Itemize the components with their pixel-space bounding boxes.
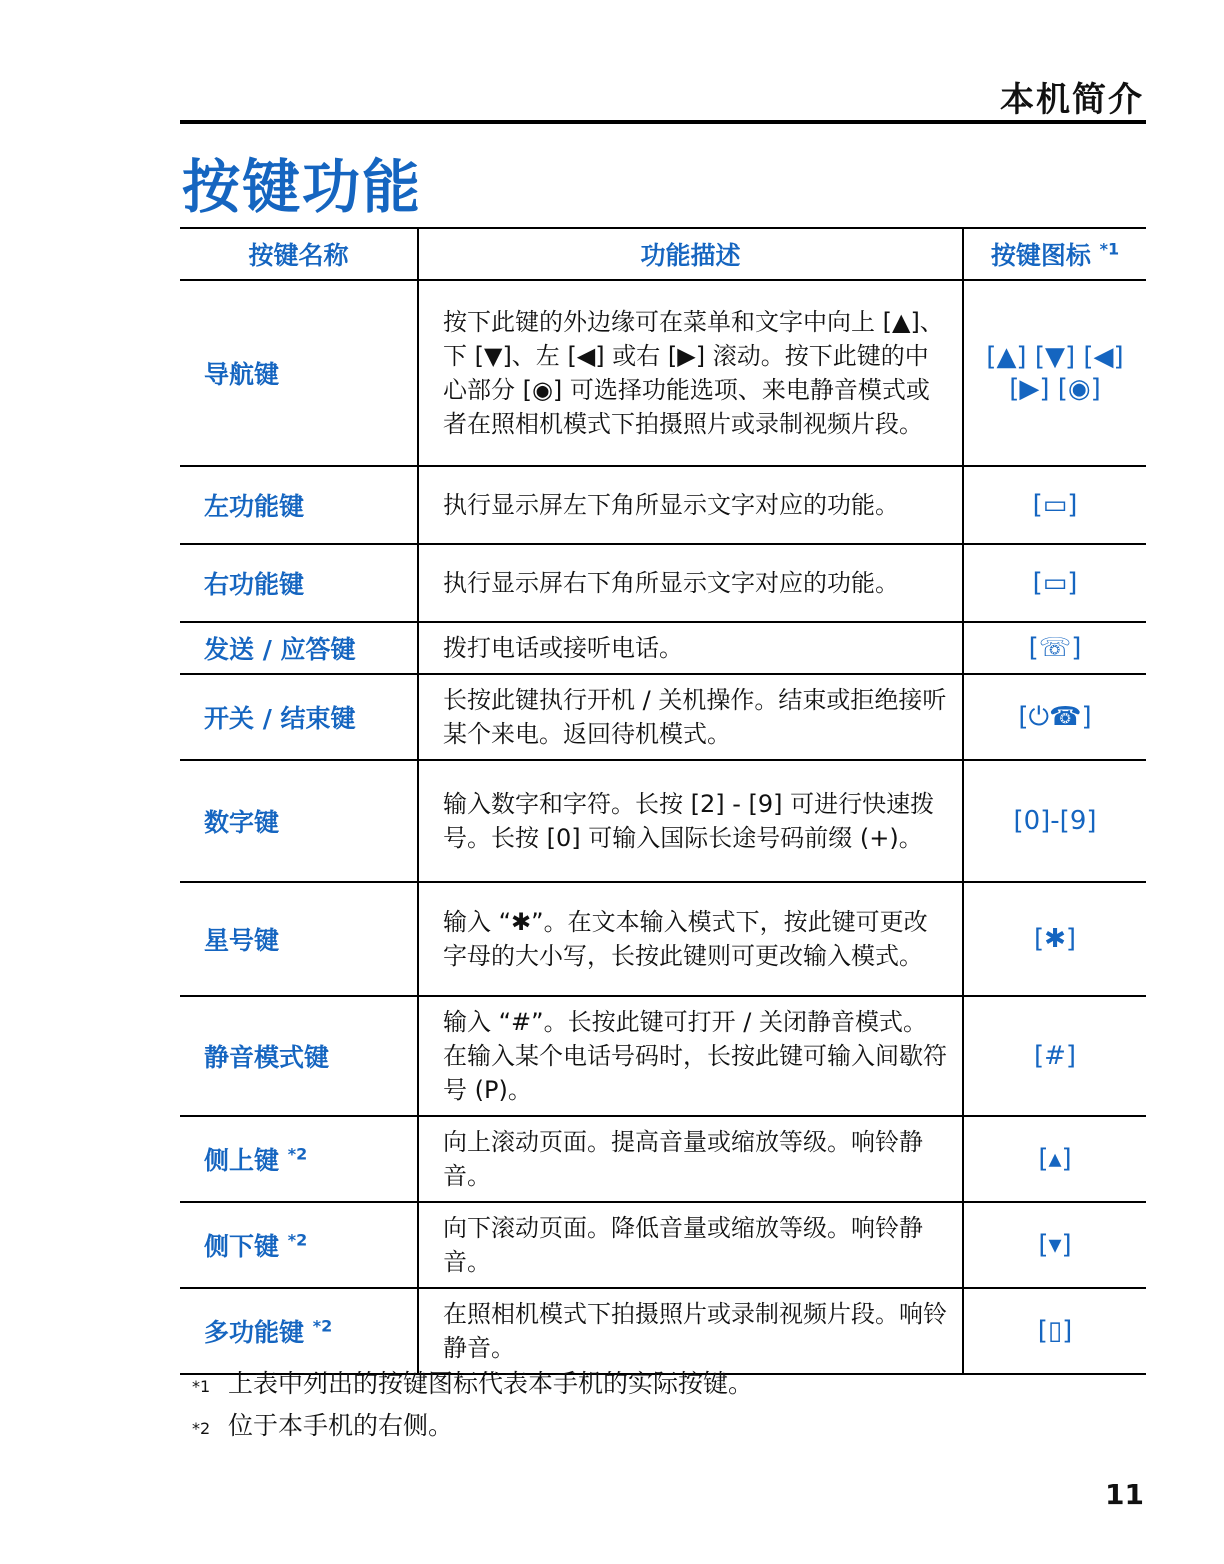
key-description: 输入数字和字符。长按 [2] - [9] 可进行快速拨号。长按 [0] 可输入国际长途号码前缀 (+)。 xyxy=(418,760,963,882)
header-key-name: 按键名称 xyxy=(180,228,418,280)
key-name xyxy=(180,1116,418,1202)
table-row xyxy=(180,280,1146,466)
table-row xyxy=(180,674,1146,760)
table-header-row xyxy=(180,228,1146,280)
key-name-label: 星号键 xyxy=(204,926,280,955)
key-description: 执行显示屏右下角所显示文字对应的功能。 xyxy=(418,544,963,622)
table-row xyxy=(180,466,1146,544)
key-description: 向下滚动页面。降低音量或缩放等级。响铃静音。 xyxy=(418,1202,963,1288)
section-title: 本机简介 xyxy=(1000,80,1144,120)
header-key-icon-label: 按键图标 xyxy=(990,241,1091,270)
key-description: 按下此键的外边缘可在菜单和文字中向上 [▲]、下 [▼]、左 [◀] 或右 [▶] 滚动。按下此键的中心部分 [◉] 可选择功能选项、来电静音模式或者在照相机模式下拍摄照片或录制视频片段。 xyxy=(418,280,963,466)
key-name xyxy=(180,622,418,674)
footnote-text: 上表中列出的按键图标代表本手机的实际按键。 xyxy=(228,1369,754,1398)
key-name xyxy=(180,544,418,622)
send-key-icon: [☏] xyxy=(963,622,1146,674)
key-name-footnote-mark: *2 xyxy=(312,1316,333,1336)
key-name-label: 左功能键 xyxy=(204,492,305,521)
key-description: 输入 “✱”。在文本输入模式下，按此键可更改字母的大小写，长按此键则可更改输入模式。 xyxy=(418,882,963,996)
side-down-key-icon: [▾] xyxy=(963,1202,1146,1288)
header-key-icon xyxy=(963,228,1146,280)
header-footnote-mark: *1 xyxy=(1099,239,1120,259)
footnote-text: 位于本手机的右侧。 xyxy=(228,1411,454,1440)
key-name xyxy=(180,882,418,996)
key-name-label: 多功能键 xyxy=(204,1318,305,1347)
power-end-key-icon: [⏻☎] xyxy=(963,674,1146,760)
key-name-label: 开关 / 结束键 xyxy=(204,704,356,733)
key-name xyxy=(180,1202,418,1288)
side-up-key-icon: [▴] xyxy=(963,1116,1146,1202)
footnotes xyxy=(192,1364,753,1448)
key-name-label: 右功能键 xyxy=(204,570,305,599)
navigation-key-icon: [▲] [▼] [◀] [▶] [◉] xyxy=(963,280,1146,466)
left-soft-key-icon: [▭] xyxy=(963,466,1146,544)
key-name xyxy=(180,760,418,882)
key-name-label: 侧下键 xyxy=(204,1232,280,1261)
key-description: 向上滚动页面。提高音量或缩放等级。响铃静音。 xyxy=(418,1116,963,1202)
hash-key-icon: [#] xyxy=(963,996,1146,1116)
page-title: 按键功能 xyxy=(182,153,423,221)
key-name xyxy=(180,280,418,466)
table-row xyxy=(180,1202,1146,1288)
key-name xyxy=(180,996,418,1116)
key-name xyxy=(180,674,418,760)
key-name-label: 侧上键 xyxy=(204,1146,280,1175)
table-row xyxy=(180,1288,1146,1374)
key-name-footnote-mark: *2 xyxy=(287,1230,308,1250)
table-row xyxy=(180,760,1146,882)
key-name-label: 导航键 xyxy=(204,360,280,389)
key-description: 在照相机模式下拍摄照片或录制视频片段。响铃静音。 xyxy=(418,1288,963,1374)
right-soft-key-icon: [▭] xyxy=(963,544,1146,622)
key-name xyxy=(180,466,418,544)
table-row xyxy=(180,882,1146,996)
key-name-label: 发送 / 应答键 xyxy=(204,635,356,664)
key-function-table xyxy=(180,227,1146,1375)
footnote: *2 位于本手机的右侧。 xyxy=(192,1406,753,1448)
header-description: 功能描述 xyxy=(418,228,963,280)
table-row xyxy=(180,1116,1146,1202)
footnote: *1 上表中列出的按键图标代表本手机的实际按键。 xyxy=(192,1364,753,1406)
key-description: 拨打电话或接听电话。 xyxy=(418,622,963,674)
page-number: 11 xyxy=(1105,1478,1144,1511)
table-row xyxy=(180,996,1146,1116)
key-name-label: 数字键 xyxy=(204,808,280,837)
multi-function-key-icon: [▯] xyxy=(963,1288,1146,1374)
key-description: 长按此键执行开机 / 关机操作。结束或拒绝接听某个来电。返回待机模式。 xyxy=(418,674,963,760)
number-keys-icon: [0]-[9] xyxy=(963,760,1146,882)
table-row xyxy=(180,544,1146,622)
key-name-label: 静音模式键 xyxy=(204,1043,330,1072)
header-rule xyxy=(180,120,1146,124)
table-row xyxy=(180,622,1146,674)
key-description: 执行显示屏左下角所显示文字对应的功能。 xyxy=(418,466,963,544)
key-name xyxy=(180,1288,418,1374)
star-key-icon: [✱] xyxy=(963,882,1146,996)
key-description: 输入 “#”。长按此键可打开 / 关闭静音模式。在输入某个电话号码时，长按此键可输入间歇符号 (P)。 xyxy=(418,996,963,1116)
key-name-footnote-mark: *2 xyxy=(287,1144,308,1164)
